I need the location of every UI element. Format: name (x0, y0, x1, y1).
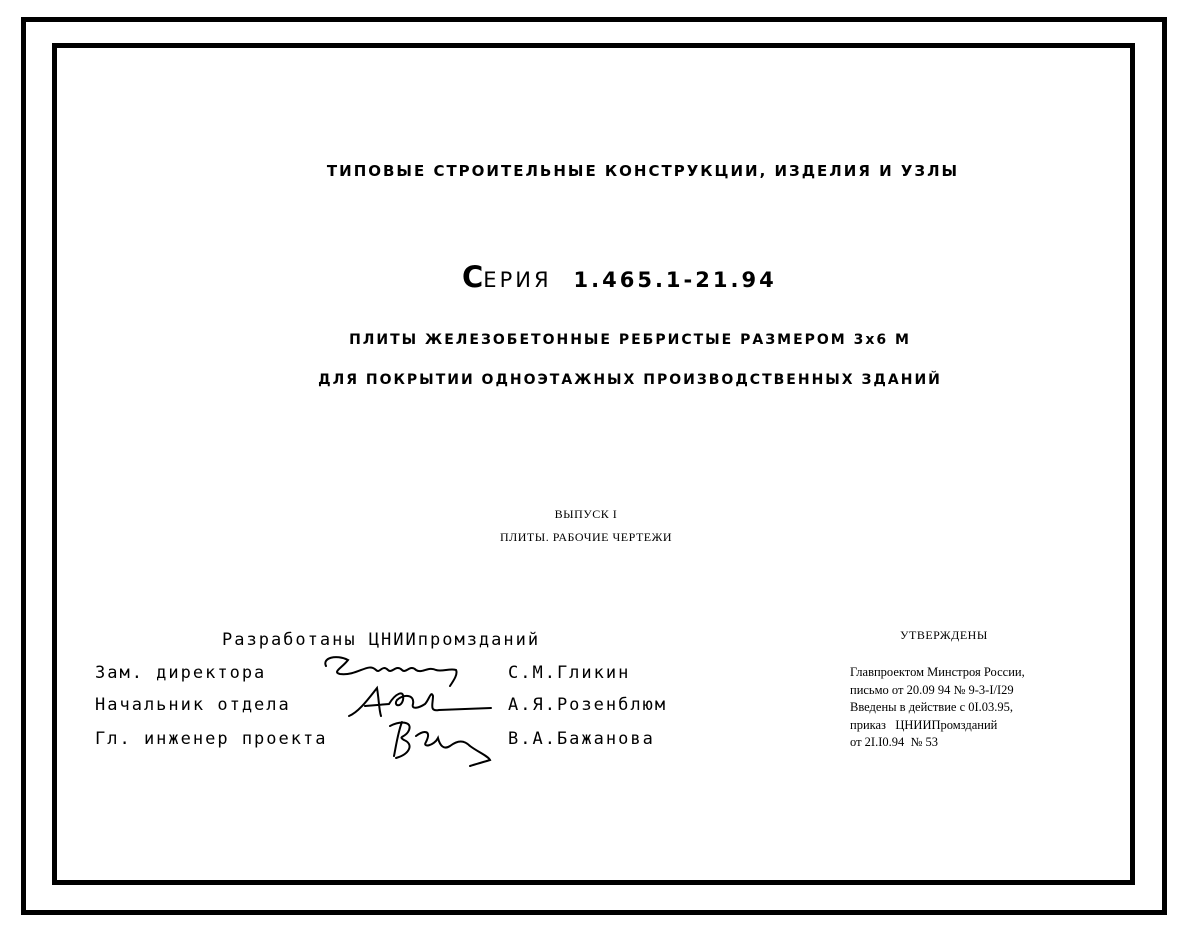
issue-title: ПЛИТЫ. РАБОЧИЕ ЧЕРТЕЖИ (499, 530, 673, 544)
approval-line: Главпроектом Минстроя России, (850, 665, 1025, 679)
signatory-name: В.А.Бажанова (508, 729, 655, 749)
signatory-role: Зам. директора (95, 663, 267, 683)
subtitle-line-1: ПЛИТЫ ЖЕЛЕЗОБЕТОННЫЕ РЕБРИСТЫЕ РАЗМЕРОМ 3х6 М (349, 332, 911, 348)
signatory-role: Начальник отдела (95, 695, 291, 715)
approval-line: от 2I.I0.94 № 53 (850, 735, 939, 749)
approval-line: приказ ЦНИИПромзданий (850, 717, 998, 732)
approval-details (850, 664, 1025, 752)
signatory-name: А.Я.Розенблюм (508, 695, 668, 715)
approval-line: Введены в действие с 0I.03.95, (850, 700, 1014, 714)
series-first-letter: С (462, 260, 484, 294)
approval-line: письмо от 20.09 94 № 9-3-I/I29 (850, 682, 1014, 697)
issue-number: ВЫПУСК I (554, 507, 618, 521)
series-number: 1.465.1-21.94 (573, 268, 777, 292)
document-header: ТИПОВЫЕ СТРОИТЕЛЬНЫЕ КОНСТРУКЦИИ, ИЗДЕЛИЯ И УЗЛЫ (326, 162, 960, 180)
series-word: ЕРИЯ (483, 268, 552, 292)
signatory-name: С.М.Гликин (508, 663, 631, 683)
series-title (462, 260, 777, 294)
signature-chief-engineer (380, 716, 500, 768)
subtitle-line-2: ДЛЯ ПОКРЫТИИ ОДНОЭТАЖНЫХ ПРОИЗВОДСТВЕННЫХ ЗДАНИЙ (318, 372, 942, 388)
developed-by: Разработаны ЦНИИпромзданий (222, 630, 541, 650)
signatory-role: Гл. инженер проекта (95, 729, 328, 749)
approved-title: УТВЕРЖДЕНЫ (900, 628, 988, 642)
